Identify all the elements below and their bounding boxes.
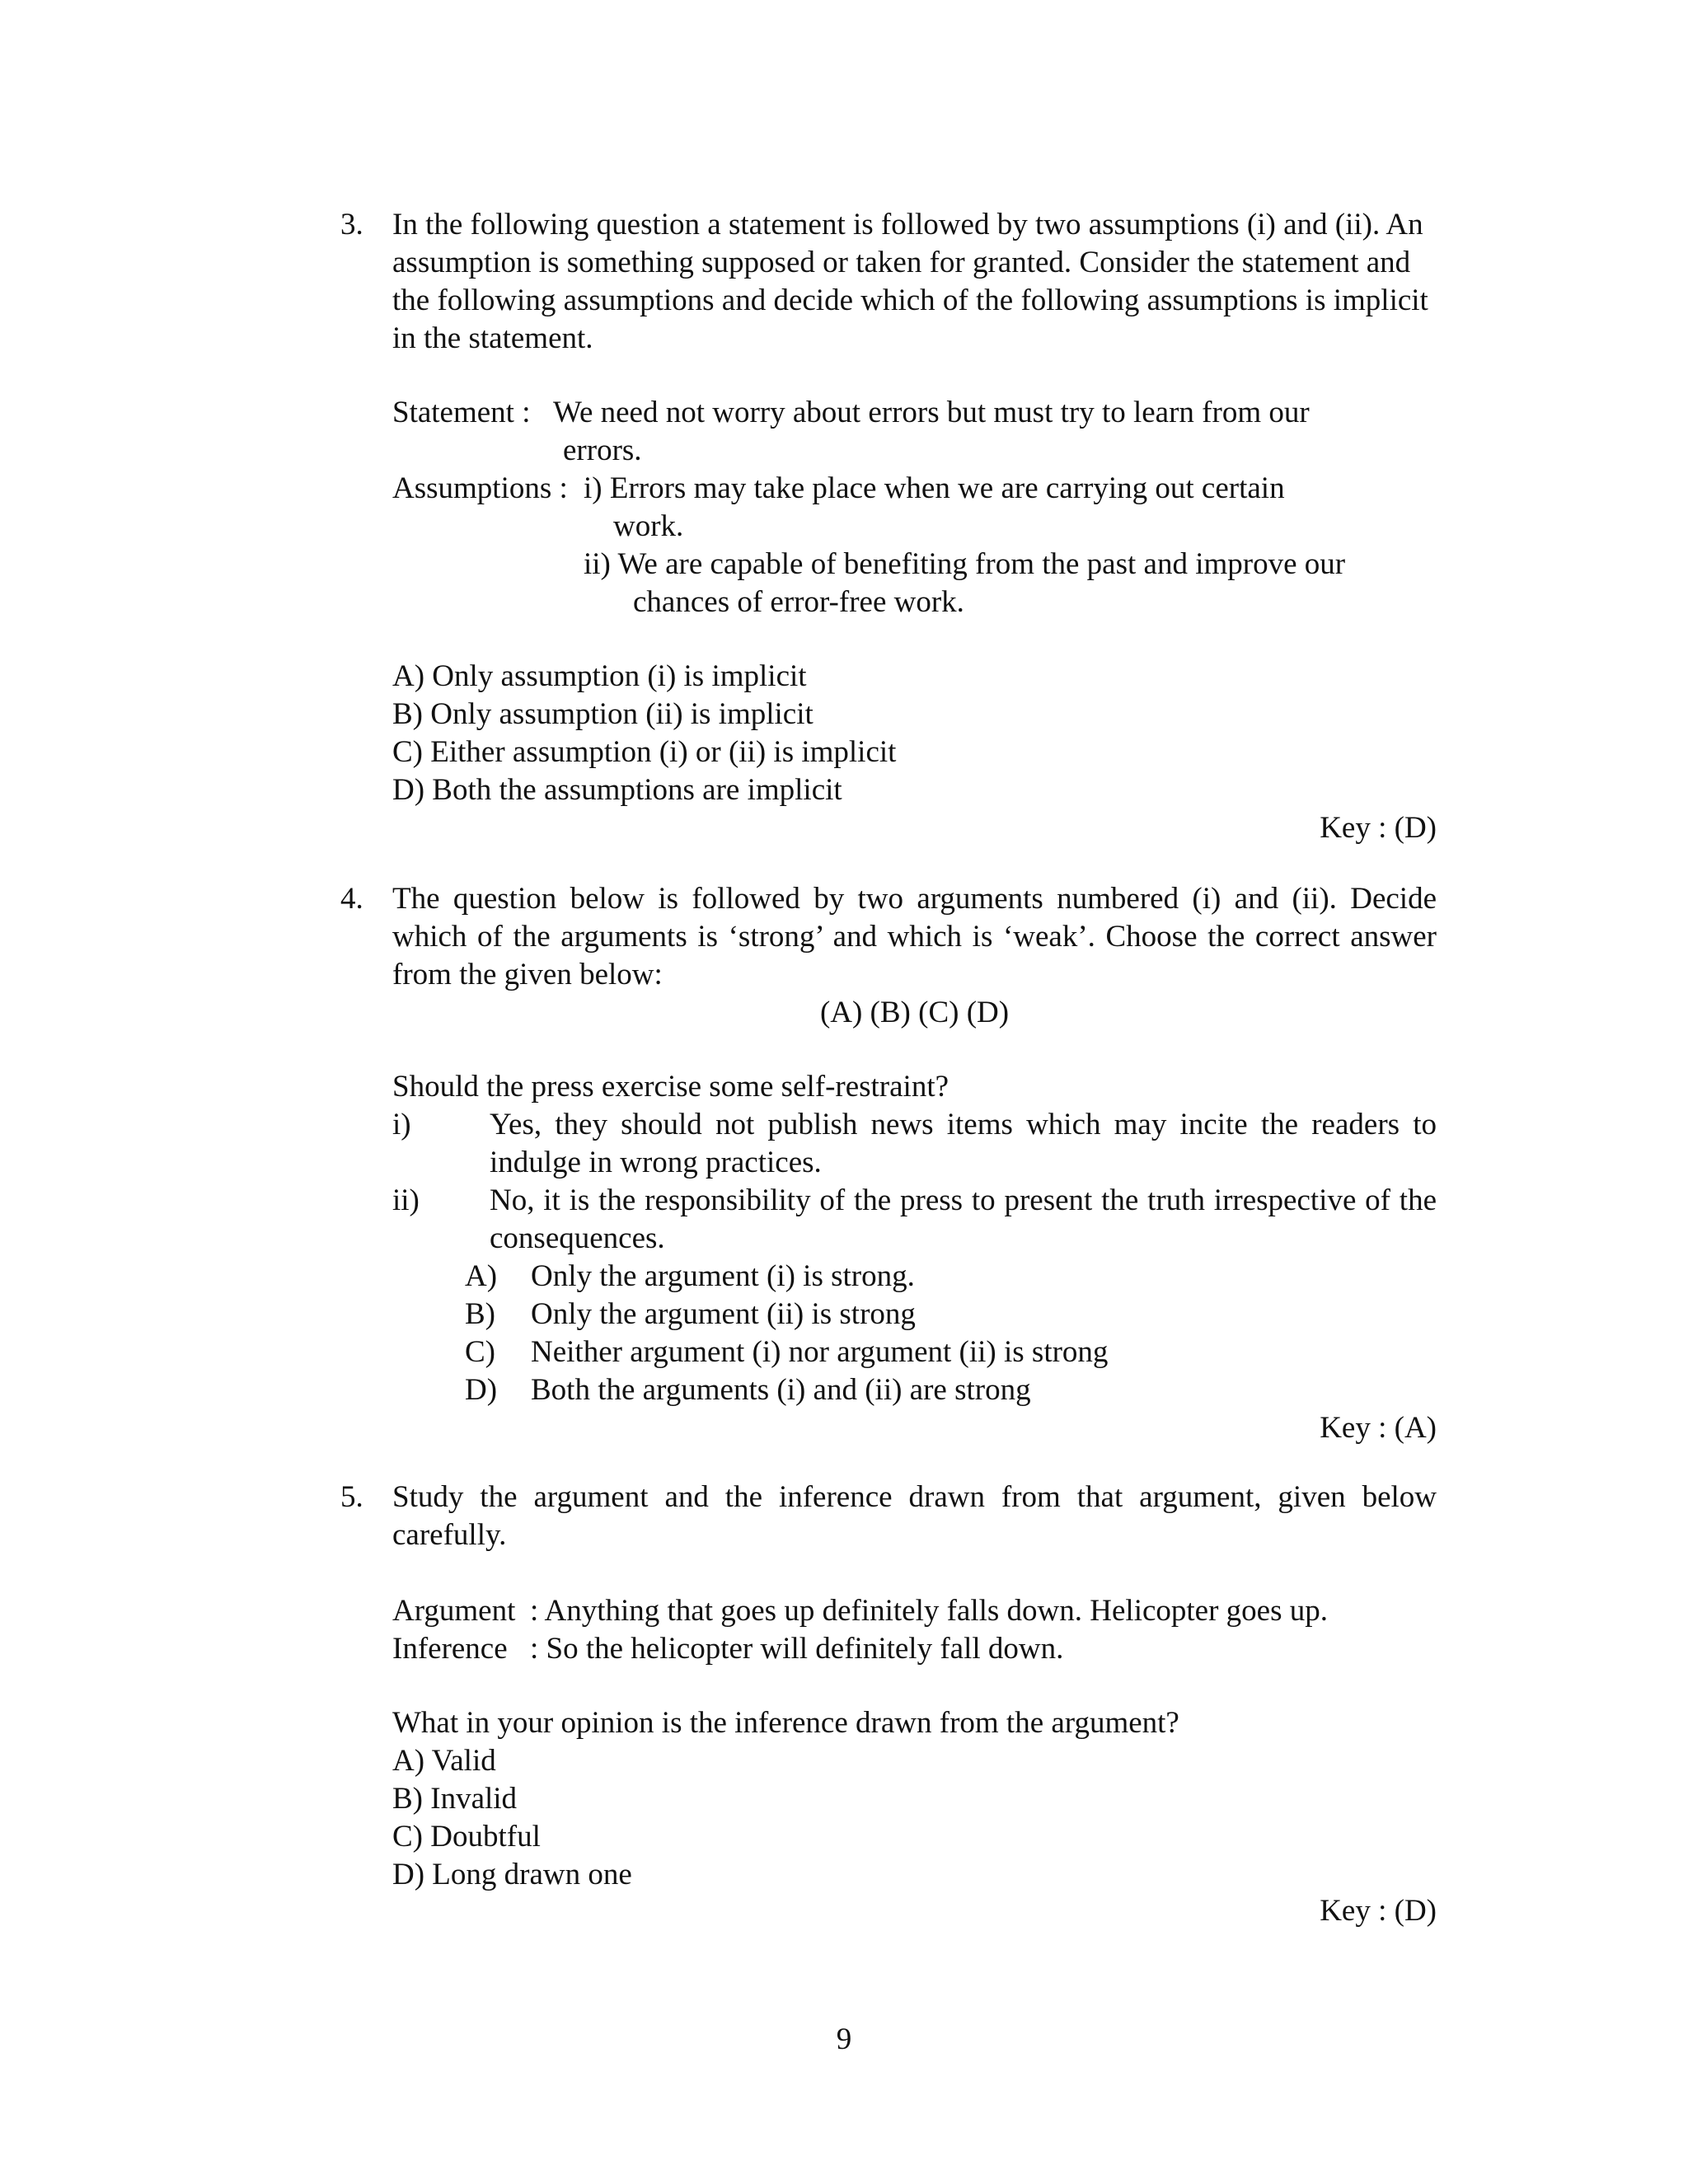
argument-number: i) <box>392 1108 411 1141</box>
choices-line: (A) (B) (C) (D) <box>819 996 1010 1029</box>
options-list <box>392 1258 1437 1409</box>
option-c: C) Either assumption (i) or (ii) is implicit <box>392 735 897 769</box>
statement-label: Statement : <box>392 396 531 429</box>
answer-key: Key : (A) <box>1320 1411 1437 1445</box>
question-intro <box>392 1479 1437 1554</box>
argument-block <box>392 1068 1437 1106</box>
question-intro <box>392 880 1437 1032</box>
option-a: A) Valid <box>392 1744 496 1778</box>
assumption-1: i) Errors may take place when we are carrying out certain <box>584 471 1285 505</box>
inference-text: : So the helicopter will definitely fall down. <box>530 1632 1064 1666</box>
assumptions-label: Assumptions : <box>392 471 568 505</box>
options-list <box>392 1704 1437 1894</box>
question-intro <box>392 206 1431 358</box>
assumptions-block <box>392 470 1437 621</box>
argument-label: Argument <box>392 1594 516 1628</box>
argument-inference-block <box>392 1592 1437 1668</box>
argument-text: : Anything that goes up definitely falls down. Helicopter goes up. <box>530 1594 1328 1628</box>
assumption-1-cont: work. <box>613 509 684 543</box>
question-number: 3. <box>340 208 363 241</box>
statement-block <box>392 394 1437 470</box>
question-text: Study the argument and the inference drawn from that argument, given below carefully. <box>392 1480 1437 1552</box>
answer-key: Key : (D) <box>1320 811 1437 845</box>
page-number: 9 <box>836 2022 852 2056</box>
option-letter: A) <box>465 1259 498 1293</box>
assumption-2-cont: chances of error-free work. <box>633 585 964 619</box>
option-b: B) Invalid <box>392 1782 518 1816</box>
answer-key: Key : (D) <box>1320 1894 1437 1928</box>
question-number: 5. <box>340 1480 363 1514</box>
option-a: A) Only assumption (i) is implicit <box>392 659 807 693</box>
option-b: B) Only assumption (ii) is implicit <box>392 697 814 731</box>
argument-number: ii) <box>392 1183 420 1217</box>
option-text: Neither argument (i) nor argument (ii) is strong <box>531 1335 1109 1369</box>
argument-text: No, it is the responsibility of the press to present the truth irrespective of the consequences. <box>490 1183 1437 1255</box>
argument-1 <box>392 1106 1437 1182</box>
argument-question: Should the press exercise some self-restraint? <box>392 1070 950 1104</box>
inference-label: Inference <box>392 1632 508 1666</box>
opinion-question: What in your opinion is the inference drawn from the argument? <box>392 1706 1179 1740</box>
option-text: Only the argument (ii) is strong <box>531 1297 916 1331</box>
question-number: 4. <box>340 882 363 916</box>
option-text: Only the argument (i) is strong. <box>531 1259 915 1293</box>
option-d: D) Long drawn one <box>392 1858 632 1891</box>
option-letter: D) <box>465 1373 498 1407</box>
option-d: D) Both the assumptions are implicit <box>392 773 842 807</box>
option-letter: B) <box>465 1297 495 1331</box>
question-text: In the following question a statement is followed by two assumptions (i) and (ii). An assumption is something supposed or taken for granted. Consider the statement and the following assumptions and decide which of the following assumptions is implicit in the statement. <box>392 208 1428 355</box>
assumption-2: ii) We are capable of benefiting from the past and improve our <box>584 547 1346 581</box>
statement-text: We need not worry about errors but must try to learn from our <box>553 396 1310 429</box>
option-c: C) Doubtful <box>392 1820 541 1854</box>
statement-text-cont: errors. <box>563 434 642 467</box>
options-list <box>392 658 1437 809</box>
argument-text: Yes, they should not publish news items which may incite the readers to indulge in wrong practices. <box>490 1108 1437 1179</box>
argument-2 <box>392 1182 1437 1258</box>
question-text: The question below is followed by two arguments numbered (i) and (ii). Decide which of the arguments is ‘strong’ and which is ‘weak’. Choose the correct answer from the given below: <box>392 882 1437 991</box>
option-text: Both the arguments (i) and (ii) are strong <box>531 1373 1031 1407</box>
option-letter: C) <box>465 1335 495 1369</box>
